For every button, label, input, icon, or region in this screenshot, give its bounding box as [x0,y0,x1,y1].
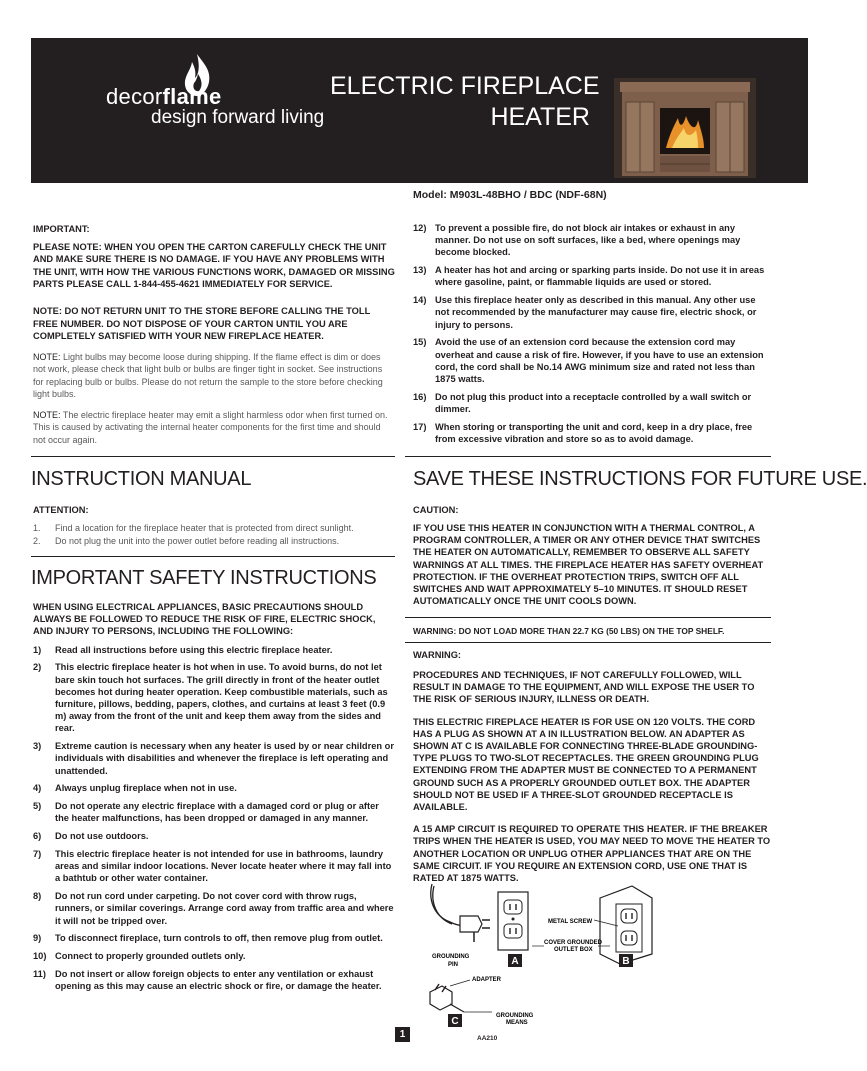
grounding-means-label-2: MEANS [506,1020,528,1026]
safety-list [33,644,395,993]
document-title-line2: HEATER [490,103,590,131]
brand-name: decorflame [106,84,222,109]
grounding-means-label: GROUNDING [496,1013,534,1019]
page-number: 1 [395,1027,410,1042]
caution-text: IF YOU USE THIS HEATER IN CONJUNCTION WITH A THERMAL CONTROL, A PROGRAM CONTROLLER, A TIMER OR ANY OTHER DEVICE THAT SWITCHES THE HEATER ON AUTOMATICALLY, REMEMBER TO OBSERVE ALL SAFETY WARNINGS AT ALL TIMES. THE FIREPLACE HEATER HAS SAFETY OVERHEAT PROTECTION. IF THE OVERHEAT PROTECTION TRIPS, SWITCH OFF ALL SWITCHES AND WAIT APPROXIMATELY 5–10 MINUTES. IT SHOULD RESET AUTOMATICALLY ONCE THE UNIT COOLS DOWN. [413,523,764,607]
safety-section [33,601,395,998]
divider [405,642,771,643]
warning-paragraph-3: A 15 AMP CIRCUIT IS REQUIRED TO OPERATE THIS HEATER. IF THE BREAKER TRIPS WHEN THE HEATER IS USED, YOU MAY NEED TO MOVE THE HEATER TO ANOTHER LOCATION OR UNPLUG OTHER APPLIANCES THAT ARE ON THE SAME CIRCUIT. IF YOU REQUIRE AN EXTENSION CORD, USE ONE THAT IS RATED AT 1875 WATTS. [413,824,771,884]
list-item [33,782,395,794]
shelf-warning: WARNING: DO NOT LOAD MORE THAN 22.7 KG (50 LBS) ON THE TOP SHELF. [413,626,725,636]
grounding-pin-label-2: PIN [448,962,459,968]
list-item [33,950,395,962]
list-item [33,800,395,824]
list-item [33,644,395,656]
list-item [33,830,395,842]
grounding-pin-label: GROUNDING [432,954,470,960]
list-item [33,661,395,734]
list-item-text: A heater has hot and arcing or sparking parts inside. Do not use it in areas where gasoline, paint, or flammable liquids are used or stored. [435,265,765,288]
return-note: NOTE: DO NOT RETURN UNIT TO THE STORE BEFORE CALLING THE TOLL FREE NUMBER. DO NOT DISPOSE OF YOUR CARTON UNTIL YOU ARE COMPLETELY SATISFIED WITH YOUR NEW FIREPLACE HEATER. [33,305,371,342]
list-item-text: When storing or transporting the unit and cord, keep in a dry place, free from excessive vibration and store so as to avoid damage. [435,421,753,445]
divider [31,556,395,557]
grounded-outlet [594,886,652,964]
list-item-text: Do not run cord under carpeting. Do not cover cord with throw rugs, runners, or similar coverings. Arrange cord away from traffic area and where it will not be tripped over. [55,891,394,926]
fireplace-product-image [614,78,756,178]
list-item [413,391,771,415]
safety-heading: IMPORTANT SAFETY INSTRUCTIONS [31,567,377,589]
brand-tagline: design forward living [151,107,325,128]
bulb-note: NOTE: Light bulbs may become loose during shipping. If the flame effect is dim or does not work, please check that light bulb or bulbs are finger tight in socket. See instructions for replacing bulb or bulbs. Please do not return the sample to the store before checking light bulbs. [33,351,383,400]
model-number: Model: M903L-48BHO / BDC (NDF-68N) [413,189,607,201]
list-item: 2. Do not plug the unit into the power outlet before reading all instructions. [33,535,340,546]
label-b: B [622,956,630,967]
list-item-number: 10) [33,951,47,962]
list-item [33,932,395,944]
warning-paragraph-1: PROCEDURES AND TECHNIQUES, IF NOT CAREFULLY FOLLOWED, WILL RESULT IN DAMAGE TO THE EQUIPMENT, AND WILL EXPOSE THE USER TO THE RISK OF SERIOUS INJURY, ILLNESS OR DEATH. [413,670,755,705]
list-item-text: This electric fireplace heater is hot when in use. To avoid burns, do not let bare skin touch hot surfaces. The grill directly in front of the heater outlet becomes hot during heater operation. Keep combustible materials, such as furniture, pillows, bedding, papers, clothes, and curtains at least 3 feet (0.9 m) away from the front of the unit and keep them away from the sides and rear. [55,662,388,734]
list-item [33,968,395,992]
list-item-number: 6) [33,831,42,842]
list-item-text: Do not insert or allow foreign objects to enter any ventilation or exhaust opening as this may cause an electric shock or fire, or damage the heater. [55,969,382,992]
label-c: C [451,1016,459,1027]
list-item [413,294,771,331]
list-item-text: Do not operate any electric fireplace with a damaged cord or plug or after the heater malfunctions, has been dropped or damaged in any manner. [55,801,379,824]
list-item-number: 13) [413,265,427,276]
warning-text [413,669,771,884]
warning-paragraph-2: THIS ELECTRIC FIREPLACE HEATER IS FOR USE ON 120 VOLTS. THE CORD HAS A PLUG AS SHOWN AT A IN ILLUSTRATION BELOW. AN ADAPTER AS SHOWN AT C IS AVAILABLE FOR CONNECTING THREE-BLADE GROUNDING-TYPE PLUGS TO TWO-SLOT RECEPTACLES. THE GREEN GROUNDING PLUG EXTENDING FROM THE ADAPTER MUST BE CONNECTED TO A PERMANENT GROUND SUCH AS A PROPERLY GROUNDED OUTLET BOX. THE ADAPTER SHOULD NOT BE USED IF A THREE-SLOT GROUNDED RECEPTACLE IS AVAILABLE. [413,716,759,813]
warning-label: WARNING: [413,650,462,660]
instruction-manual-heading: INSTRUCTION MANUAL [31,468,252,490]
list-item-number: 1) [33,644,42,655]
list-item-number: 11) [33,969,46,980]
list-item [413,336,771,385]
list-item-text: Extreme caution is necessary when any heater is used by or near children or individuals with disabilities and whenever the fireplace is left operating and unattended. [55,741,394,776]
list-item-number: 7) [33,849,42,860]
list-item-number: 5) [33,801,42,812]
list-item-text: Use this fireplace heater only as described in this manual. Any other use not recommended by the manufacturer may cause fire, electric shock, or injury to persons. [435,295,757,330]
adapter-label: ADAPTER [472,977,502,983]
list-item-text: Connect to properly grounded outlets only. [55,951,246,962]
important-text: PLEASE NOTE: WHEN YOU OPEN THE CARTON CAREFULLY CHECK THE UNIT AND MAKE SURE THERE IS NO DAMAGE. IF YOU HAVE ANY PROBLEMS WITH THE UNIT, WITH HOW THE VARIOUS FUNCTIONS WORK, DAMAGED OR MISSING PARTS PLEASE CALL 1-844-455-4621 IMMEDIATELY FOR SERVICE. [33,241,395,290]
cover-grounded-label: COVER GROUNDED [544,940,603,946]
grounding-diagram [420,880,680,1030]
list-item-text: Avoid the use of an extension cord because the extension cord may overheat and cause a risk of fire. However, if you have to use an extension cord, the cord shall be No.14 AWG minimum size and rated not less than 1875 watts. [435,337,764,385]
list-item-number: 14) [413,295,427,306]
metal-screw-label: METAL SCREW [548,919,593,925]
list-item: 1. Find a location for the fireplace heater that is protected from direct sunlight. [33,523,354,533]
list-item [33,890,395,927]
plug-illustration [431,884,490,942]
right-safety-list [413,222,771,451]
important-label: IMPORTANT: [33,224,90,234]
diagram-code: AA210 [477,1035,498,1042]
list-item-number: 9) [33,933,42,944]
safety-intro: WHEN USING ELECTRICAL APPLIANCES, BASIC PRECAUTIONS SHOULD ALWAYS BE FOLLOWED TO REDUCE THE RISK OF FIRE, ELECTRIC SHOCK, AND INJURY TO PERSONS, INCLUDING THE FOLLOWING: [33,602,376,637]
list-item-number: 12) [413,223,427,233]
document-title-line1: ELECTRIC FIREPLACE [330,72,600,100]
list-item-text: Always unplug fireplace when not in use. [55,783,237,794]
outlet-box-label: OUTLET BOX [554,947,593,953]
attention-label: ATTENTION: [33,505,89,515]
caution-label: CAUTION: [413,505,459,515]
two-slot-outlet [498,892,528,950]
odor-note: NOTE: The electric fireplace heater may emit a slight harmless odor when first turned on. This is caused by activating the internal heater components for the first time and should not occur again. [33,409,388,445]
adapter-illustration [430,980,492,1012]
divider [405,617,771,618]
attention-list [33,522,395,547]
list-item-number: 8) [33,891,42,902]
divider [31,456,395,457]
list-item [413,421,771,445]
list-item [33,740,395,777]
list-item-text: To disconnect fireplace, turn controls to off, then remove plug from outlet. [55,933,383,944]
list-item-number: 15) [413,337,427,348]
list-item [413,222,771,259]
list-item-number: 3) [33,741,42,752]
divider [405,456,771,457]
list-item [413,264,771,288]
label-a: A [511,956,519,967]
list-item [33,848,395,885]
save-instructions-heading: SAVE THESE INSTRUCTIONS FOR FUTURE USE. [413,468,867,490]
list-item-text: Do not use outdoors. [55,831,149,842]
list-item-text: This electric fireplace heater is not intended for use in bathrooms, laundry areas and similar indoor locations. Never locate heater where it may fall into a bathtub or other water container. [55,849,392,884]
list-item-number: 4) [33,783,42,794]
list-item-text: Do not plug this product into a receptacle controlled by a wall switch or dimmer. [435,391,752,415]
list-item-text: Read all instructions before using this electric fireplace heater. [55,644,333,655]
list-item-text: To prevent a possible fire, do not block air intakes or exhaust in any manner. Do not use on soft surfaces, like a bed, where openings may become blocked. [435,223,741,258]
left-column [33,223,395,446]
list-item-number: 2) [33,662,42,673]
list-item-number: 17) [413,421,427,432]
list-item-number: 16) [413,391,427,402]
